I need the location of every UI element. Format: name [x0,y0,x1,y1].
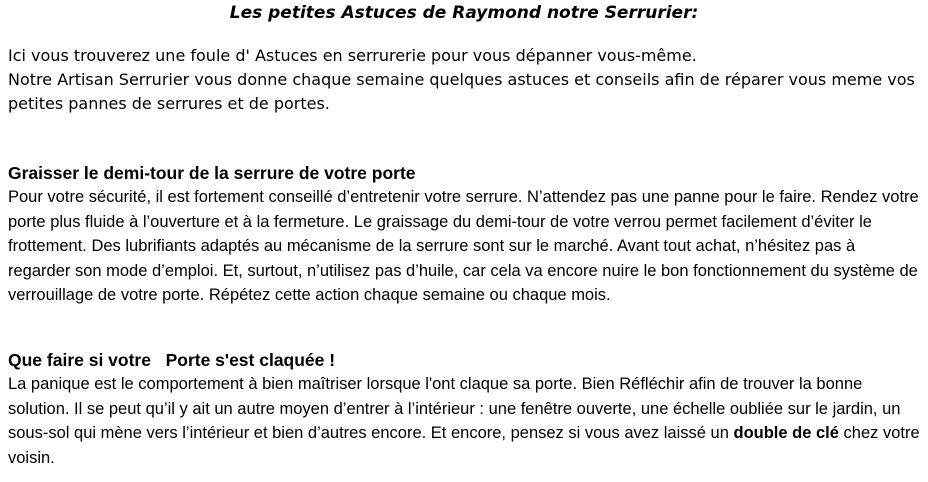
section-body: Pour votre sécurité, il est fortement conseillé d’entretenir votre serrure. N’attendez pas une panne pour le faire. Rendez votre porte plus fluide à l’ouverture et à la fermeture. Le graissage du demi-tour de votre verrou permet facilement d’éviter le frottement. Des lubrifiants adaptés au mécanisme de la serrure sont sur le marché. Avant tout achat, n’hésitez pas à regarder son mode d’emploi. Et, surtout, n’utilisez pas d’huile, car cela va encore nuire le bon fonctionnement du système de verrouillage de votre porte. Répétez cette action chaque semaine ou chaque mois. [8,188,919,304]
intro-text [8,44,923,116]
section-heading-part-2: Porte s'est claquée ! [165,350,336,370]
section-heading: Graisser le demi-tour de la serrure de votre porte [8,163,416,183]
spare-key-emphasis: double de clé [733,424,839,442]
section-body [8,372,922,470]
section-body-text-end: chez votre voisin. [8,424,920,467]
section-heading-part-1: Que faire si votre [8,350,151,370]
section-heading [8,348,922,372]
article-section-grease-latch [8,161,922,308]
intro-line-1: Ici vous trouverez une foule d' Astuces en serrurerie pour vous dépanner vous-même. [8,46,697,65]
page-title: Les petites Astuces de Raymond notre Serrurier: [229,3,699,23]
intro-line-2: Notre Artisan Serrurier vous donne chaque semaine quelques astuces et conseils afin de réparer vous meme vos petites pannes de serrures et de portes. [8,70,915,113]
article-section-door-slammed [8,348,922,470]
section-body-text: La panique est le comportement à bien maîtriser lorsque l'ont claque sa porte. Bien Réfléchir afin de trouver la bonne solution. Il se peut qu’il y ait un autre moyen d’entrer à l’intérieur : une fenêtre ouverte, une échelle oubliée sur le jardin, un sous-sol qui mène vers l’intérieur et bien d’autres encore. Et encore, pensez si vous avez laissé un [8,375,901,442]
